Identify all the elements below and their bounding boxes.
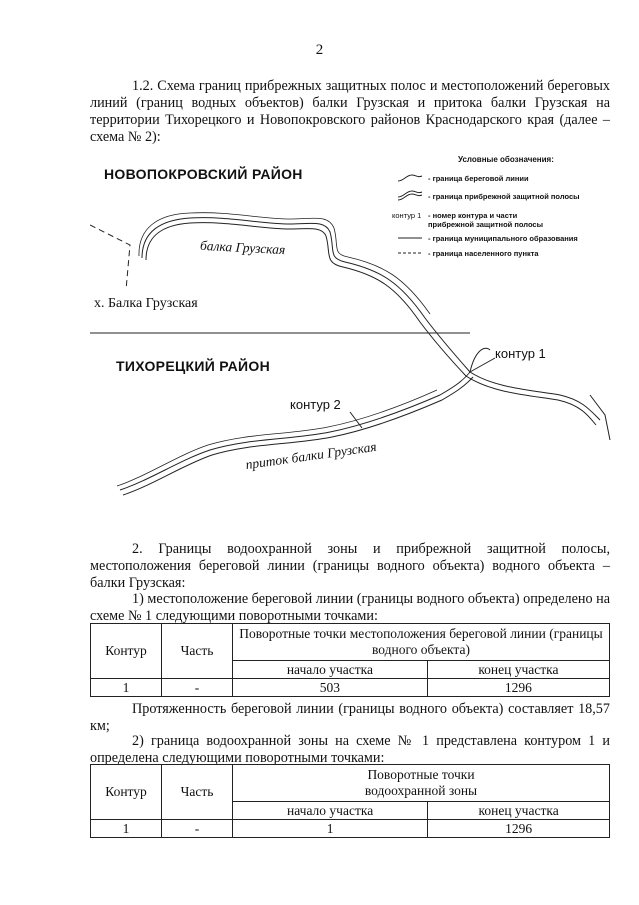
header-part: Часть <box>162 624 233 679</box>
river-segment <box>470 348 490 372</box>
paragraph-water-protection-zone: 2. Границы водоохранной зоны и прибрежной защитной полосы, местоположения береговой линии (границы водного объекта) водного объекта – балки Грузская: <box>90 541 610 591</box>
page-number: 2 <box>315 42 324 58</box>
river-tributary-lines <box>117 372 473 495</box>
paragraph-shoreline-points: 1) местоположение береговой линии (границы водного объекта) определено на схеме № 1 следующими поворотными точками: <box>90 591 611 624</box>
header-turning-points: Поворотные точки местоположения береговой линии (границы водного объекта) <box>233 624 610 661</box>
zone-points-table <box>90 764 610 838</box>
paragraph-scheme-description: 1.2. Схема границ прибрежных защитных полос и местоположений береговых линий (границ водных объектов) балки Грузская и притока балки Грузская на территории Тихорецкого и Новопокровского районов Краснодарского края (далее – схема № 2): <box>90 78 610 145</box>
shoreline-points-table <box>90 623 610 697</box>
map-legend: Условные обозначения: - граница береговой линии - граница прибрежной защитной полосы контур 1 - номер контура и части прибрежной защитной полосы - граница муниципального образования - граница населенного пункта <box>392 155 580 258</box>
region-tikhoretsky: ТИХОРЕЦКИЙ РАЙОН <box>116 358 271 374</box>
river-main-label: балка Грузская <box>199 237 286 258</box>
paragraph-shoreline-length: Протяженность береговой линии (границы водного объекта) составляет 18,57 км; <box>90 701 610 734</box>
legend-title: Условные обозначения: <box>458 155 554 164</box>
contour-1-label: контур 1 <box>495 346 546 361</box>
table-row: 1 - 1 1296 <box>91 820 610 838</box>
settlement-boundary-symbol-icon <box>396 247 424 259</box>
header-section-end: конец участка <box>427 661 609 679</box>
header-section-start: начало участка <box>233 802 428 820</box>
map-edge-line <box>590 395 610 440</box>
municipal-boundary-symbol-icon <box>396 232 424 244</box>
header-contour: Контур <box>91 624 162 679</box>
protective-strip-symbol-icon <box>396 190 424 202</box>
contour-2-label: контур 2 <box>290 397 341 412</box>
settlement-label: х. Балка Грузская <box>94 296 198 311</box>
header-part: Часть <box>162 765 233 820</box>
shoreline-symbol-icon <box>396 172 424 184</box>
header-section-start: начало участка <box>233 661 428 679</box>
paragraph-zone-points: 2) граница водоохранной зоны на схеме № 1 представлена контуром 1 и определена следующими поворотными точками: <box>90 733 610 766</box>
river-tributary-label: приток балки Грузская <box>244 438 378 473</box>
settlement-boundary-line <box>90 225 130 290</box>
header-contour: Контур <box>91 765 162 820</box>
table-row: 1 - 503 1296 <box>91 679 610 697</box>
header-turning-points: Поворотные точки водоохранной зоны <box>233 765 610 802</box>
header-section-end: конец участка <box>428 802 610 820</box>
region-novopokrovsky: НОВОПОКРОВСКИЙ РАЙОН <box>104 166 303 182</box>
